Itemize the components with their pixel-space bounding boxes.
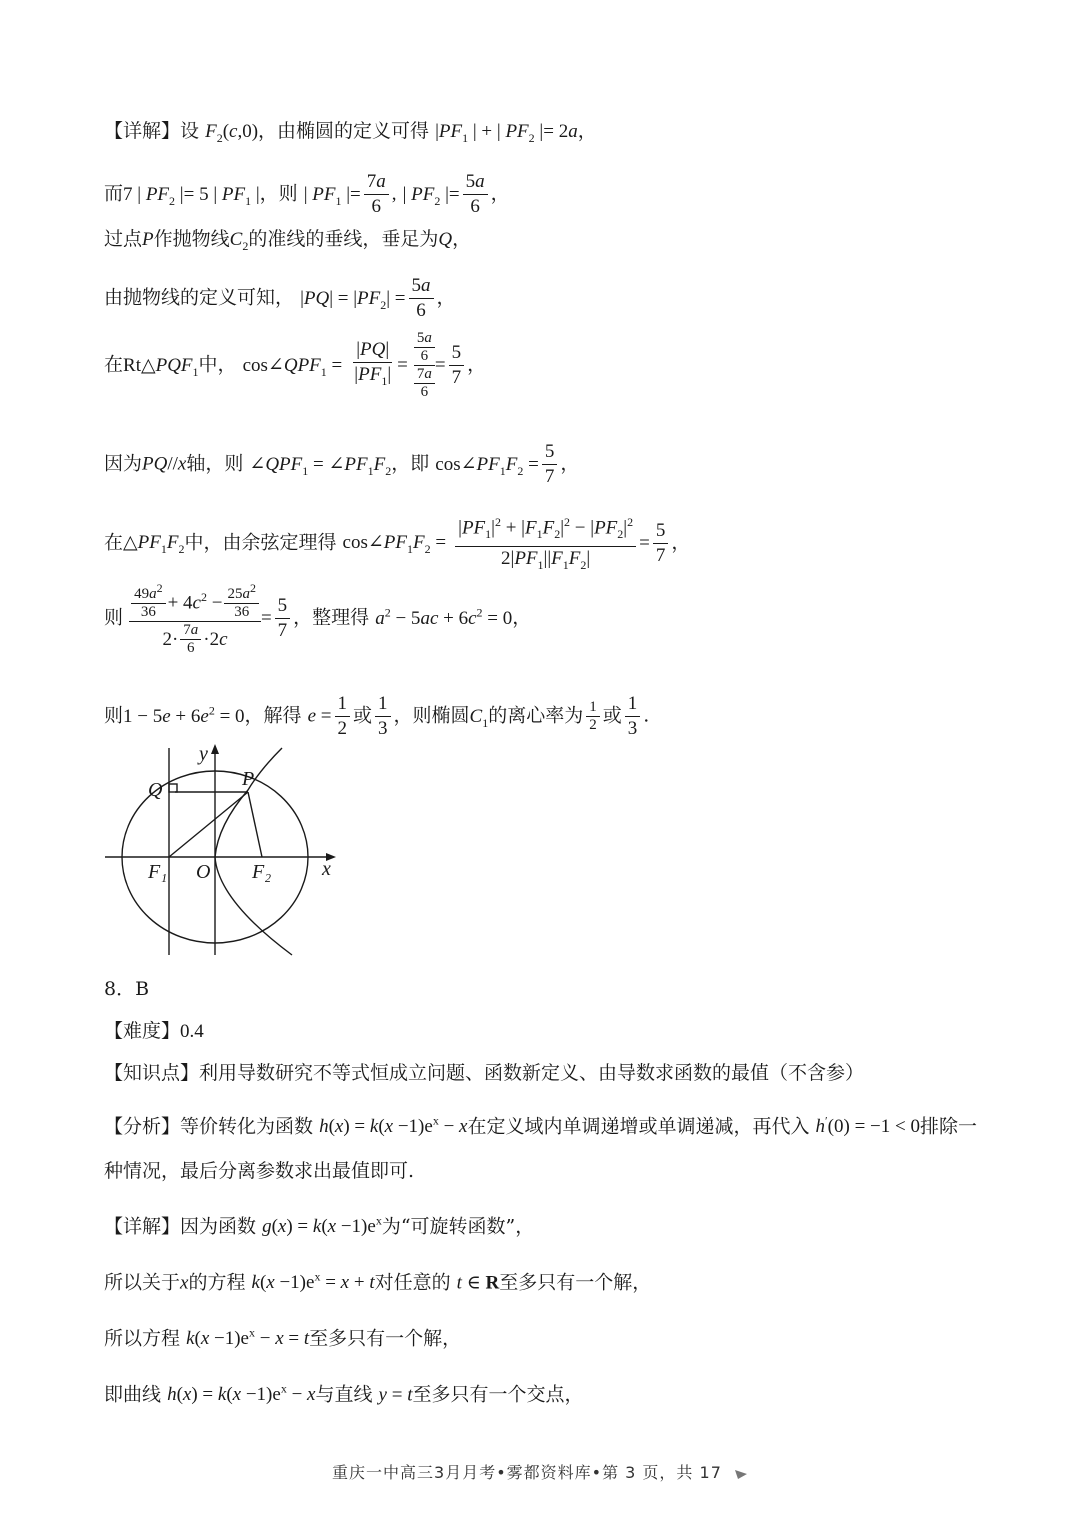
- detail-line-1: 【详解】设 $F_2(c,0)$，由椭圆的定义可得 $|PF_1$ | + | $PF_2$ |= 2a，: [104, 120, 597, 145]
- footer-mark-icon: [734, 1468, 748, 1480]
- q8-detail-2: 所以关于x的方程 $k(x -1)e^x = x + t$对任意的 t ∈ R至多只有一个解，: [104, 1270, 652, 1294]
- ellipse-sum: $|PF_1$ | + | $PF_2$ |= 2a: [435, 121, 578, 145]
- q8-analysis-1: 【分析】等价转化为函数 $h(x) = k(x -1)e^x - x$在定义域内单调递增或单调递减，再代入 h′(0) = −1 < 0排除一: [104, 1114, 977, 1138]
- detail-line-8: 则 $\frac{49a^2}{36}$ + $4c^2$ − $\frac{25a^2}{36}$ 2· $\frac{7a}{6}$ ·2c = $\frac{5}{7}$ ，整理得 $a^2 - 5ac + 6c^2 = 0$，: [104, 581, 532, 656]
- q8-knowledge: 【知识点】利用导数研究不等式恒成立问题、函数新定义、由导数求函数的最值（不含参）: [104, 1062, 865, 1084]
- segment-pf1: [169, 792, 248, 857]
- detail-line-4: 由抛物线的定义可知， $|PQ| = |PF_2|$ = $\frac{5a}{6}$ ，: [104, 275, 456, 321]
- eq-final: $a^2 - 5ac + 6c^2 = 0$: [375, 605, 513, 629]
- pf2-value: | $PF_2$ |=: [402, 183, 460, 208]
- f2-coordinates: $F_2(c,0)$: [205, 121, 259, 145]
- pq-eq: $|PQ| = |PF_2|$ =: [300, 287, 406, 312]
- label-p: P: [242, 768, 255, 790]
- label-y: y: [199, 743, 208, 765]
- cos-qpf1: $\cos\angle QPF_1$ =: [242, 354, 343, 379]
- detail-line-6: 因为PQ//x轴，则 $\angle QPF_1$ = $\angle PF_1F_2$，即 $\cos\angle PF_1F_2$ = $\frac{5}{7}$ ，: [104, 441, 580, 487]
- q8-detail-3: 所以方程 $k(x -1)e^x - x = t$至多只有一个解，: [104, 1326, 462, 1350]
- right-angle-mark: [169, 784, 177, 792]
- page-footer: 重庆一中高三3月月考•雾都资料库•第 3 页，共 17: [0, 1460, 1080, 1483]
- right-triangle: $Rt\triangle PQF_1$: [123, 354, 199, 379]
- label-f2: F₂: [252, 861, 272, 883]
- pf1-value: | $PF_1$ |=: [303, 183, 361, 208]
- segment-pf2: [248, 792, 262, 857]
- frac-7a-6: $\frac{7a}{6}$: [364, 170, 389, 219]
- q8-detail-1: 【详解】因为函数 $g(x) = k(x -1)e^x$为“可旋转函数”，: [104, 1214, 535, 1238]
- ellipse-parabola-figure: [100, 740, 345, 965]
- label-q: Q: [148, 779, 163, 801]
- detail-line-9: 则$1 - 5e + 6e^2 = 0$，解得 e = $\frac{1}{2}$ 或 $\frac{1}{3}$ ，则椭圆$C_1$的离心率为 $\frac{1}{2}$ 或 $\frac{1}{3}$ .: [104, 693, 650, 739]
- q8-detail-4: 即曲线 $h(x) = k(x -1)e^x - x$与直线 y = t至多只有一个交点，: [104, 1382, 584, 1406]
- detail-line-2: 而7 | $PF_2$ |= 5 | $PF_1$ |，则 | $PF_1$ |= $\frac{7a}{6}$ , | $PF_2$ |= $\frac{5a}{6}$ ，: [104, 171, 510, 217]
- label-x: x: [322, 858, 331, 880]
- label-o: O: [196, 861, 211, 883]
- ratio-eq: 7 | $PF_2$ |= 5 | $PF_1$ |: [123, 183, 260, 208]
- q8-analysis-2: 种情况，最后分离参数求出最值即可.: [104, 1160, 415, 1182]
- label-f1: F₁: [148, 861, 168, 883]
- detail-line-7: 在$\triangle PF_1F_2$中，由余弦定理得 $\cos\angle PF_1F_2$ = $\frac{|PF_1|^2 + |F_1F_2|^2 - |PF_2|^2}{2|PF_1||F_1F_2|}$ = $\frac{5}{7}$ ，: [104, 510, 690, 577]
- cosine-law-frac: $\frac{|PF_1|^2 + |F_1F_2|^2 - |PF_2|^2}{2|PF_1||F_1F_2|}$: [455, 510, 636, 577]
- detail-line-3: 过点P作抛物线$C_2$的准线的垂线，垂足为Q，: [104, 228, 472, 253]
- frac-5a-6: $\frac{5a}{6}$: [463, 170, 488, 219]
- detail-line-5: 在$Rt\triangle PQF_1$中， $\cos\angle QPF_1$ = $\frac{|PQ|}{|PF_1|}$ = $\frac{\frac{5a}{6}}{\frac{7a}{6}}$ = $\frac{5}{7}$ ，: [104, 330, 487, 400]
- detail-label: 【详解】: [104, 120, 181, 142]
- q8-difficulty: 【难度】0.4: [104, 1020, 204, 1042]
- nested-frac: $\frac{\frac{5a}{6}}{\frac{7a}{6}}$: [414, 330, 435, 401]
- big-frac: $\frac{49a^2}{36}$ + $4c^2$ − $\frac{25a^2}{36}$ 2· $\frac{7a}{6}$ ·2c: [129, 580, 261, 657]
- q8-number: 8．B: [104, 978, 150, 1000]
